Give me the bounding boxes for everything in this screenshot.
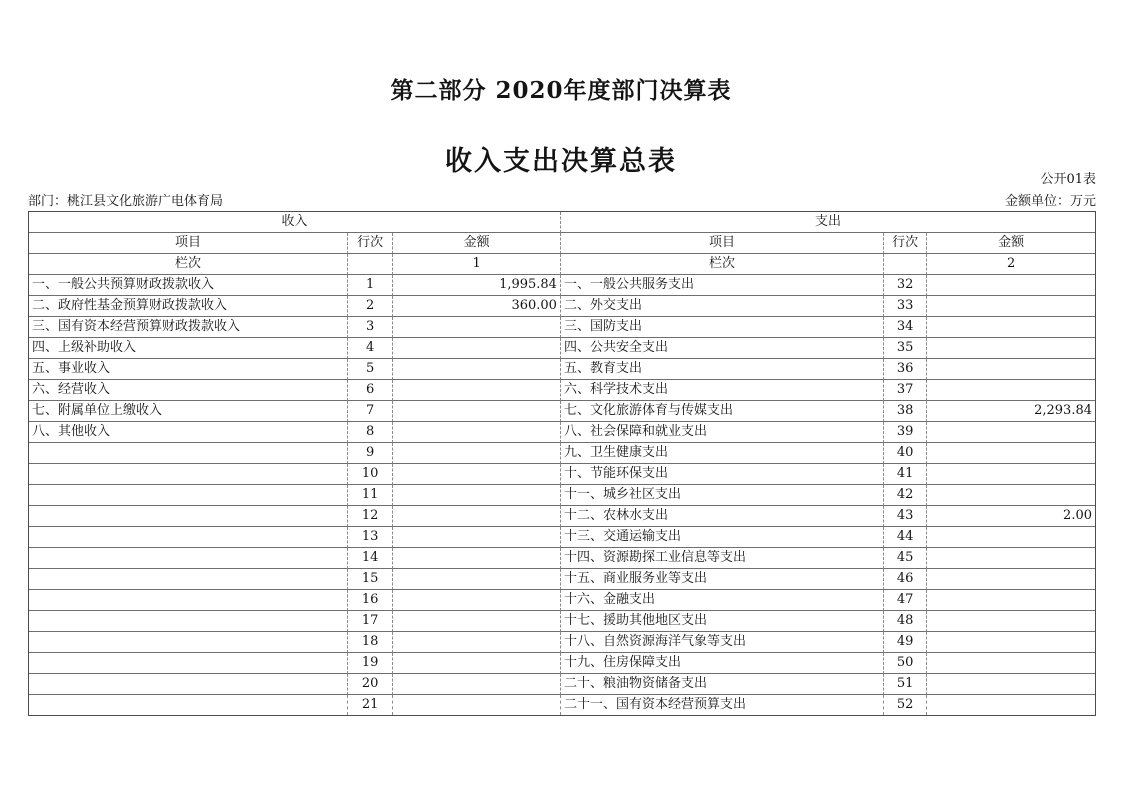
table-row [29, 317, 1095, 338]
expense-amount-cell [926, 338, 1095, 359]
income-item-cell [29, 611, 347, 632]
income-amount-cell: 1,995.84 [392, 275, 560, 296]
income-amount-cell [392, 695, 560, 715]
income-amount-cell [392, 359, 560, 380]
expense-amount-cell [926, 422, 1095, 443]
income-item-cell [29, 548, 347, 569]
income-item-cell: 五、事业收入 [29, 359, 347, 380]
income-item-cell: 二、政府性基金预算财政拨款收入 [29, 296, 347, 317]
income-amount-cell [392, 506, 560, 527]
expense-item-cell: 八、社会保障和就业支出 [560, 422, 883, 443]
expense-line-cell: 36 [883, 359, 926, 380]
expense-amount-cell [926, 275, 1095, 296]
table-row [29, 380, 1095, 401]
expense-item-cell: 十八、自然资源海洋气象等支出 [560, 632, 883, 653]
expense-line-cell: 43 [883, 506, 926, 527]
expense-item-cell: 三、国防支出 [560, 317, 883, 338]
expense-item-cell: 十三、交通运输支出 [560, 527, 883, 548]
expense-amount-header: 金额 [926, 233, 1095, 254]
income-amount-cell [392, 632, 560, 653]
income-line-cell: 11 [347, 485, 392, 506]
expense-line-cell: 42 [883, 485, 926, 506]
expense-line-cell: 45 [883, 548, 926, 569]
income-line-cell: 9 [347, 443, 392, 464]
income-amount-cell [392, 338, 560, 359]
expense-line-cell: 33 [883, 296, 926, 317]
expense-item-cell: 二十一、国有资本经营预算支出 [560, 695, 883, 715]
expense-amount-cell [926, 653, 1095, 674]
table-title: 收入支出决算总表 [445, 146, 677, 177]
income-item-cell: 一、一般公共预算财政拨款收入 [29, 275, 347, 296]
table-row [29, 485, 1095, 506]
income-column-index: 1 [392, 254, 560, 275]
income-amount-cell [392, 674, 560, 695]
income-item-cell [29, 695, 347, 715]
income-amount-cell [392, 590, 560, 611]
income-item-cell [29, 590, 347, 611]
table-row [29, 422, 1095, 443]
expense-amount-cell [926, 527, 1095, 548]
income-amount-cell [392, 464, 560, 485]
expense-amount-cell [926, 548, 1095, 569]
expense-amount-cell [926, 674, 1095, 695]
table-row [29, 611, 1095, 632]
income-item-cell [29, 674, 347, 695]
meta-line [28, 190, 1096, 209]
department-label: 部门：桃江县文化旅游广电体育局 [28, 194, 224, 209]
income-item-cell [29, 506, 347, 527]
income-line-cell: 12 [347, 506, 392, 527]
expense-amount-cell [926, 695, 1095, 715]
table-row [29, 695, 1095, 715]
table-row [29, 548, 1095, 569]
expense-amount-cell [926, 464, 1095, 485]
table-row [29, 632, 1095, 653]
expense-item-cell: 一、一般公共服务支出 [560, 275, 883, 296]
income-amount-cell: 360.00 [392, 296, 560, 317]
income-item-cell [29, 485, 347, 506]
table-row [29, 275, 1095, 296]
expense-amount-cell: 2,293.84 [926, 401, 1095, 422]
expense-line-cell: 37 [883, 380, 926, 401]
table-row [29, 359, 1095, 380]
expense-column-index: 2 [926, 254, 1095, 275]
income-line-cell: 13 [347, 527, 392, 548]
expense-item-cell: 四、公共安全支出 [560, 338, 883, 359]
income-line-cell: 18 [347, 632, 392, 653]
expense-item-cell: 十九、住房保障支出 [560, 653, 883, 674]
expense-amount-cell [926, 296, 1095, 317]
expense-item-cell: 九、卫生健康支出 [560, 443, 883, 464]
income-item-cell: 四、上级补助收入 [29, 338, 347, 359]
expense-line-cell: 49 [883, 632, 926, 653]
expense-line-cell: 32 [883, 275, 926, 296]
income-line-cell: 21 [347, 695, 392, 715]
expense-item-cell: 十四、资源勘探工业信息等支出 [560, 548, 883, 569]
income-line-cell: 5 [347, 359, 392, 380]
expense-line-cell: 35 [883, 338, 926, 359]
income-amount-cell [392, 380, 560, 401]
expense-amount-cell [926, 590, 1095, 611]
income-item-cell [29, 443, 347, 464]
expense-section-header: 支出 [560, 212, 1095, 233]
expense-amount-cell [926, 443, 1095, 464]
expense-item-cell: 二、外交支出 [560, 296, 883, 317]
table-row [29, 401, 1095, 422]
table-row [29, 569, 1095, 590]
income-item-cell: 八、其他收入 [29, 422, 347, 443]
income-item-cell [29, 569, 347, 590]
income-line-index-cell [347, 254, 392, 275]
income-line-cell: 19 [347, 653, 392, 674]
expense-line-cell: 52 [883, 695, 926, 715]
expense-line-cell: 38 [883, 401, 926, 422]
column-index-row [29, 254, 1095, 275]
income-line-cell: 3 [347, 317, 392, 338]
income-line-header: 行次 [347, 233, 392, 254]
income-amount-cell [392, 485, 560, 506]
expense-amount-cell [926, 485, 1095, 506]
expense-amount-cell [926, 380, 1095, 401]
income-item-cell [29, 464, 347, 485]
income-amount-cell [392, 611, 560, 632]
income-item-cell [29, 632, 347, 653]
expense-item-cell: 十六、金融支出 [560, 590, 883, 611]
table-row [29, 464, 1095, 485]
expense-line-cell: 44 [883, 527, 926, 548]
expense-item-cell: 五、教育支出 [560, 359, 883, 380]
expense-line-cell: 41 [883, 464, 926, 485]
section-header-row [29, 212, 1095, 233]
table-row [29, 674, 1095, 695]
expense-item-cell: 十二、农林水支出 [560, 506, 883, 527]
expense-line-cell: 48 [883, 611, 926, 632]
expense-item-cell: 六、科学技术支出 [560, 380, 883, 401]
income-section-header: 收入 [29, 212, 560, 233]
expense-amount-cell [926, 317, 1095, 338]
table-row [29, 506, 1095, 527]
summary-table [28, 211, 1096, 716]
income-line-cell: 16 [347, 590, 392, 611]
income-line-cell: 17 [347, 611, 392, 632]
income-column-index-label: 栏次 [29, 254, 347, 275]
table-row [29, 590, 1095, 611]
expense-item-cell: 十一、城乡社区支出 [560, 485, 883, 506]
income-amount-cell [392, 443, 560, 464]
expense-amount-cell [926, 611, 1095, 632]
income-item-cell [29, 653, 347, 674]
page-title: 第二部分 2020年度部门决算表 [390, 77, 732, 104]
income-item-header: 项目 [29, 233, 347, 254]
income-line-cell: 10 [347, 464, 392, 485]
income-item-cell: 六、经营收入 [29, 380, 347, 401]
expense-item-header: 项目 [560, 233, 883, 254]
income-line-cell: 6 [347, 380, 392, 401]
income-line-cell: 1 [347, 275, 392, 296]
income-amount-cell [392, 422, 560, 443]
income-amount-cell [392, 401, 560, 422]
table-row [29, 653, 1095, 674]
income-line-cell: 2 [347, 296, 392, 317]
income-line-cell: 14 [347, 548, 392, 569]
table-row [29, 527, 1095, 548]
income-amount-cell [392, 569, 560, 590]
expense-amount-cell [926, 632, 1095, 653]
income-amount-cell [392, 527, 560, 548]
income-item-cell: 七、附属单位上缴收入 [29, 401, 347, 422]
expense-item-cell: 二十、粮油物资储备支出 [560, 674, 883, 695]
expense-item-cell: 十五、商业服务业等支出 [560, 569, 883, 590]
expense-amount-cell [926, 569, 1095, 590]
income-amount-cell [392, 317, 560, 338]
expense-line-cell: 34 [883, 317, 926, 338]
expense-item-cell: 七、文化旅游体育与传媒支出 [560, 401, 883, 422]
column-header-row [29, 233, 1095, 254]
expense-column-index-label: 栏次 [560, 254, 883, 275]
income-amount-cell [392, 548, 560, 569]
expense-line-header: 行次 [883, 233, 926, 254]
income-item-cell [29, 527, 347, 548]
table-row [29, 296, 1095, 317]
expense-amount-cell: 2.00 [926, 506, 1095, 527]
expense-item-cell: 十七、援助其他地区支出 [560, 611, 883, 632]
expense-line-index-cell [883, 254, 926, 275]
sheet-number-label: 公开01表 [1040, 172, 1096, 187]
expense-line-cell: 51 [883, 674, 926, 695]
expense-line-cell: 50 [883, 653, 926, 674]
table-row [29, 338, 1095, 359]
income-line-cell: 20 [347, 674, 392, 695]
income-amount-header: 金额 [392, 233, 560, 254]
income-line-cell: 7 [347, 401, 392, 422]
table-row [29, 443, 1095, 464]
expense-item-cell: 十、节能环保支出 [560, 464, 883, 485]
expense-line-cell: 46 [883, 569, 926, 590]
income-line-cell: 8 [347, 422, 392, 443]
income-item-cell: 三、国有资本经营预算财政拨款收入 [29, 317, 347, 338]
expense-line-cell: 39 [883, 422, 926, 443]
income-line-cell: 4 [347, 338, 392, 359]
income-line-cell: 15 [347, 569, 392, 590]
expense-amount-cell [926, 359, 1095, 380]
amount-unit-label: 金额单位：万元 [1004, 194, 1096, 209]
income-amount-cell [392, 653, 560, 674]
expense-line-cell: 40 [883, 443, 926, 464]
expense-line-cell: 47 [883, 590, 926, 611]
